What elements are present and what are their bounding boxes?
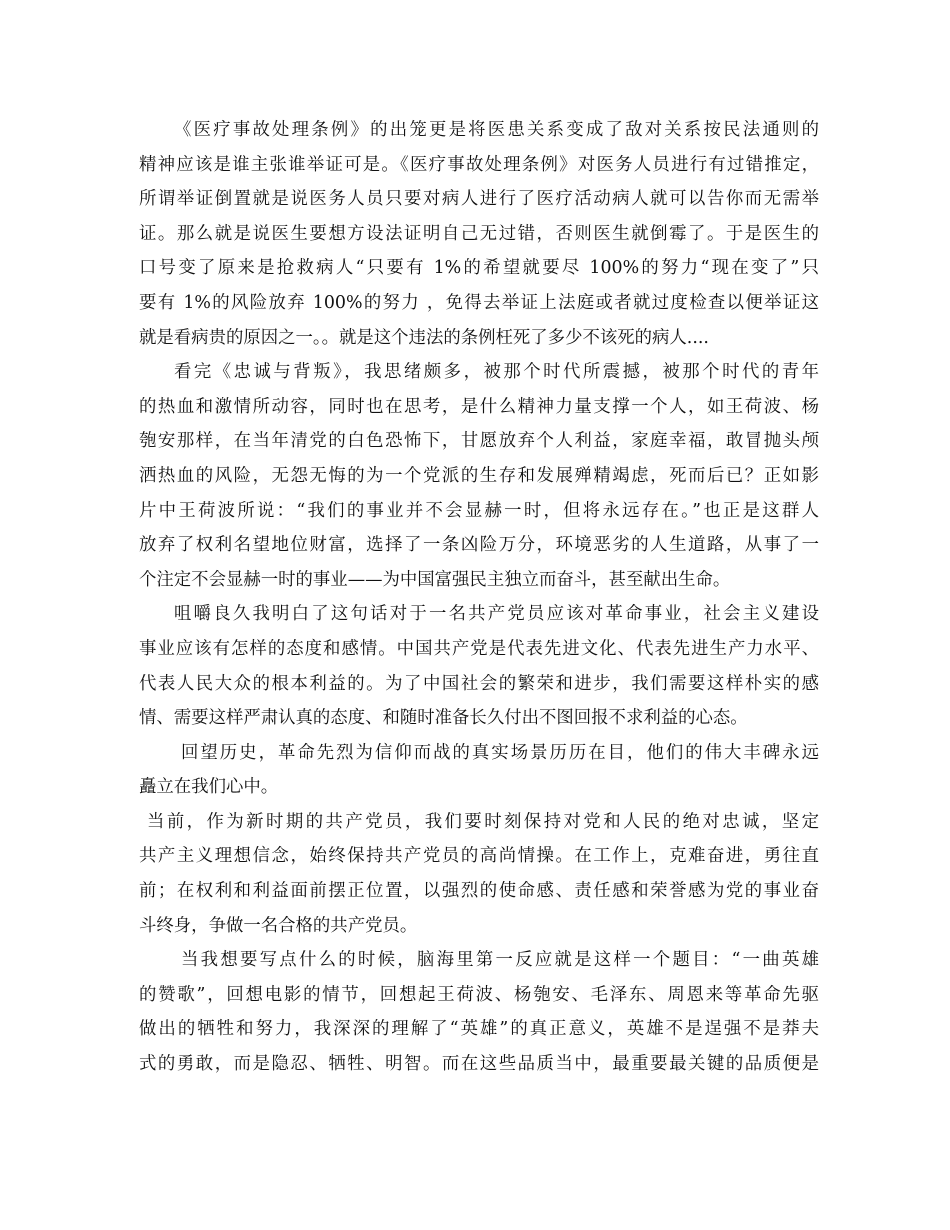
text-line: 片中王荷波所说：“我们的事业并不会显赫一时，但将永远存在。”也正是这群人 (139, 500, 819, 521)
text-line: 《医疗事故处理条例》的出笼更是将医患关系变成了敌对关系按民法通则的 (174, 120, 819, 140)
text-line: 回望历史，革命先烈为信仰而战的真实场景历历在目，他们的伟大丰碑永远 (181, 742, 819, 763)
text-line: 个注定不会显赫一时的事业——为中国富强民主独立而奋斗，甚至献出生命。 (139, 569, 731, 590)
text-line: 所谓举证倒置就是说医务人员只要对病人进行了医疗活动病人就可以告你而无需举 (139, 189, 819, 210)
text-line: 情、需要这样严肃认真的态度、和随时准备长久付出不图回报不求利益的心态。 (139, 708, 748, 729)
text-line: 精神应该是谁主张谁举证可是。《医疗事故处理条例》对医务人员进行有过错推定， (139, 154, 819, 175)
paragraph (139, 597, 819, 735)
text-line: 证。那么就是说医生要想方设法证明自己无过错，否则医生就倒霉了。于是医生的 (139, 223, 819, 244)
text-line: 的赞歌”，回想电影的情节，回想起王荷波、杨匏安、毛泽东、周恩来等革命先驱 (139, 984, 819, 1005)
text-line: 做出的牺牲和努力，我深深的理解了“英雄”的真正意义，英雄不是逞强不是莽夫 (139, 1019, 819, 1040)
text-line: 放弃了权利名望地位财富，选择了一条凶险万分，环境恶劣的人生道路，从事了一 (139, 535, 819, 556)
paragraph (139, 736, 819, 805)
paragraph (139, 355, 819, 597)
text-line: 共产主义理想信念，始终保持共产党员的高尚情操。在工作上，克难奋进，勇往直 (139, 846, 819, 867)
text-line: 看完《忠诚与背叛》，我思绪颇多，被那个时代所震撼，被那个时代的青年 (174, 362, 819, 383)
text-line: 事业应该有怎样的态度和感情。中国共产党是代表先进文化、代表先进生产力水平、 (139, 638, 819, 659)
text-line: 当前，作为新时期的共产党员，我们要时刻保持对党和人民的绝对忠诚，坚定 (147, 811, 819, 832)
text-line: 洒热血的风险，无怨无悔的为一个党派的生存和发展殚精竭虑，死而后已？正如影 (139, 465, 819, 486)
paragraph (139, 113, 819, 355)
document-body (139, 113, 819, 1082)
text-line: 就是看病贵的原因之一。。就是这个违法的条例枉死了多少不该死的病人.... (139, 327, 709, 348)
paragraph (139, 805, 819, 943)
text-line: 口号变了原来是抢救病人“只要有 1%的希望就要尽 100%的努力“现在变了”只 (139, 258, 819, 279)
text-line: 匏安那样，在当年清党的白色恐怖下，甘愿放弃个人利益，家庭幸福，敢冒抛头颅 (139, 431, 819, 452)
text-line: 当我想要写点什么的时候，脑海里第一反应就是这样一个题目：“一曲英雄 (181, 950, 819, 971)
text-line: 式的勇敢，而是隐忍、牺牲、明智。而在这些品质当中，最重要最关键的品质便是 (139, 1054, 819, 1075)
text-line: 咀嚼良久我明白了这句话对于一名共产党员应该对革命事业，社会主义建设 (174, 604, 819, 625)
text-line: 斗终身，争做一名合格的共产党员。 (139, 915, 418, 936)
text-line: 矗立在我们心中。 (139, 777, 279, 798)
text-line: 前；在权利和利益面前摆正位置，以强烈的使命感、责任感和荣誉感为党的事业奋 (139, 881, 819, 902)
paragraph (139, 943, 819, 1081)
text-line: 代表人民大众的根本利益的。为了中国社会的繁荣和进步，我们需要这样朴实的感 (139, 673, 819, 694)
text-line: 要有 1%的风险放弃 100%的努力 ，免得去举证上法庭或者就过度检查以便举证这 (139, 292, 819, 313)
text-line: 的热血和激情所动容，同时也在思考，是什么精神力量支撑一个人，如王荷波、杨 (139, 396, 819, 417)
